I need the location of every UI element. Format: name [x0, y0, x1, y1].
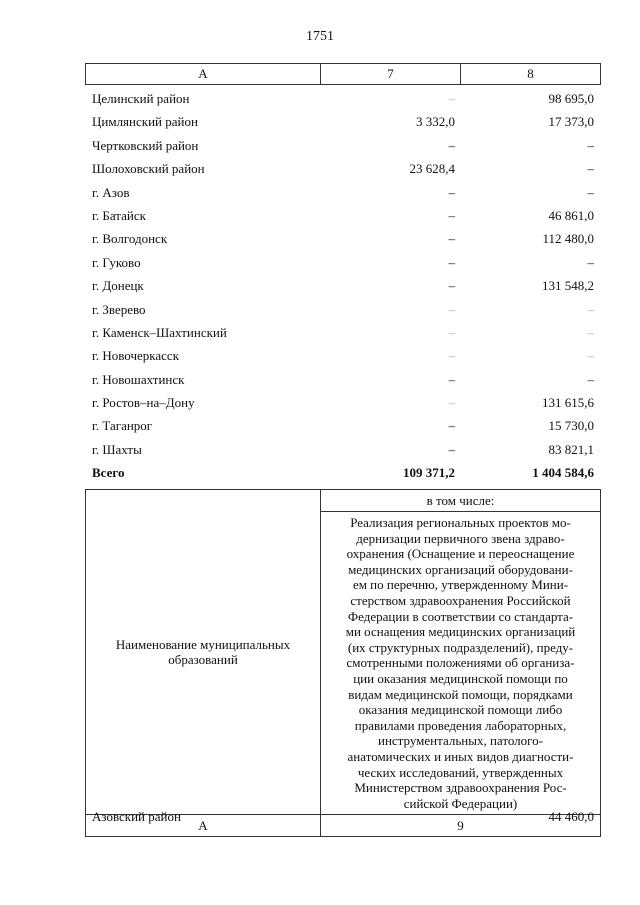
- page-number: 1751: [306, 29, 334, 44]
- header-col-a-2: А: [86, 815, 321, 837]
- col-7-value: –: [448, 231, 455, 247]
- description-line: Министерством здравоохранения Рос-: [354, 780, 567, 796]
- col-7-value: –: [448, 395, 455, 411]
- header-col-a: А: [86, 64, 321, 85]
- description-line: анатомических и иных видов диагности-: [347, 748, 574, 764]
- description-line: ем по перечню, утвержденному Мини-: [352, 577, 569, 593]
- col-7-value: –: [448, 324, 455, 340]
- header-col-9: 9: [321, 815, 601, 837]
- col-7-value: 3 332,0: [416, 114, 455, 130]
- municipality-name: Чертковский район: [92, 137, 199, 153]
- description-line: Федерации в соответствии со стандарта-: [347, 608, 574, 624]
- second-table-header: [85, 489, 601, 837]
- table-row: [85, 110, 600, 133]
- municipality-name: г. Ростов–на–Дону: [92, 395, 195, 411]
- description-line: медицинских организаций оборудовани-: [348, 561, 573, 577]
- col-8-value: 46 861,0: [548, 207, 594, 223]
- col-8-value: 131 615,6: [542, 395, 594, 411]
- municipality-name: г. Гуково: [92, 254, 141, 270]
- table-row: [85, 87, 600, 110]
- col-8-value: 15 730,0: [548, 418, 594, 434]
- table-row: [85, 321, 600, 344]
- including-header: в том числе:: [321, 490, 601, 512]
- table-row: [85, 181, 600, 204]
- col-7-value: –: [448, 278, 455, 294]
- municipality-name: г. Волгодонск: [92, 231, 168, 247]
- description-line: ции оказания медицинской помощи по: [353, 670, 568, 686]
- col-8-value: 83 821,1: [548, 441, 594, 457]
- col-7-value: –: [448, 137, 455, 153]
- total-row: [85, 461, 600, 484]
- col-7-value: 23 628,4: [409, 161, 455, 177]
- municipality-name: Шолоховский район: [92, 161, 205, 177]
- col-7-value: –: [448, 371, 455, 387]
- description-line: (их структурных подразделений), преду-: [347, 639, 574, 655]
- description-line: дернизации первичного звена здраво-: [356, 530, 565, 546]
- col-8-value: –: [587, 161, 594, 177]
- header-table: [85, 63, 601, 85]
- col-7-value: –: [448, 91, 455, 106]
- description-line: ческих исследований, утвержденных: [357, 764, 564, 780]
- description-line: видам медицинской помощи, порядками: [348, 686, 573, 702]
- description-line: охранения (Оснащение и переоснащение: [346, 546, 575, 562]
- municipality-name: г. Таганрог: [92, 418, 153, 434]
- description-line: ми оснащения медицинских организаций: [345, 624, 576, 640]
- header-col-8: 8: [461, 64, 601, 85]
- col-7-value: –: [448, 254, 455, 270]
- table-row: [85, 391, 600, 414]
- table-row: [85, 274, 600, 297]
- municipality-name: г. Каменск–Шахтинский: [92, 324, 227, 340]
- col-8-value: –: [587, 254, 594, 270]
- data-rows: [85, 87, 600, 485]
- table-row: [85, 298, 600, 321]
- description-line: стерством здравоохранения Российской: [350, 592, 571, 608]
- municipality-name: г. Азов: [92, 184, 130, 200]
- table-row: [85, 414, 600, 437]
- col-8-value: –: [587, 137, 594, 153]
- table-row: [85, 227, 600, 250]
- col-7-value: –: [448, 301, 455, 317]
- header-col-7: 7: [321, 64, 461, 85]
- municipality-name: г. Новочеркасск: [92, 348, 180, 364]
- col-8-value: 131 548,2: [542, 278, 594, 294]
- col-8-value: 112 480,0: [542, 231, 594, 247]
- last-row-value: 44 460,0: [548, 809, 594, 824]
- col-7-value: –: [448, 184, 455, 200]
- description-line: правилами проведения лабораторных,: [354, 717, 567, 733]
- total-col-7: 109 371,2: [403, 465, 455, 481]
- municipality-name-header: Наименование муниципальных образований: [86, 490, 321, 815]
- total-label: Всего: [92, 465, 125, 481]
- col-8-value: 98 695,0: [548, 91, 594, 106]
- municipality-name: г. Зверево: [92, 301, 146, 317]
- col-7-value: –: [448, 418, 455, 434]
- municipality-name: Целинский район: [92, 91, 190, 106]
- column-9-description: [321, 512, 601, 815]
- municipality-name: г. Новошахтинск: [92, 371, 185, 387]
- description-line: сийской Федерации): [403, 795, 518, 811]
- col-7-value: –: [448, 348, 455, 364]
- description-line: инструментальных, патолого-: [377, 733, 544, 749]
- table-row: [85, 204, 600, 227]
- col-8-value: –: [587, 348, 594, 364]
- last-row: [85, 806, 600, 828]
- description-line: оказания медицинской помощи либо: [358, 702, 563, 718]
- col-8-value: –: [587, 371, 594, 387]
- table-row: [85, 368, 600, 391]
- municipality-name: г. Шахты: [92, 441, 142, 457]
- col-8-value: –: [587, 301, 594, 317]
- col-8-value: –: [587, 324, 594, 340]
- total-col-8: 1 404 584,6: [532, 465, 594, 481]
- municipality-name: Цимлянский район: [92, 114, 198, 130]
- municipality-name: г. Батайск: [92, 207, 146, 223]
- table-row: [85, 344, 600, 367]
- col-8-value: 17 373,0: [548, 114, 594, 130]
- col-7-value: –: [448, 207, 455, 223]
- col-8-value: –: [587, 184, 594, 200]
- table-row: [85, 438, 600, 461]
- table-row: [85, 134, 600, 157]
- table-row: [85, 157, 600, 180]
- col-7-value: –: [448, 441, 455, 457]
- description-line: смотренными положениями об организа-: [346, 655, 575, 671]
- description-line: Реализация региональных проектов мо-: [350, 515, 571, 530]
- table-row: [85, 251, 600, 274]
- municipality-name: г. Донецк: [92, 278, 144, 294]
- last-row-name: Азовский район: [92, 809, 181, 824]
